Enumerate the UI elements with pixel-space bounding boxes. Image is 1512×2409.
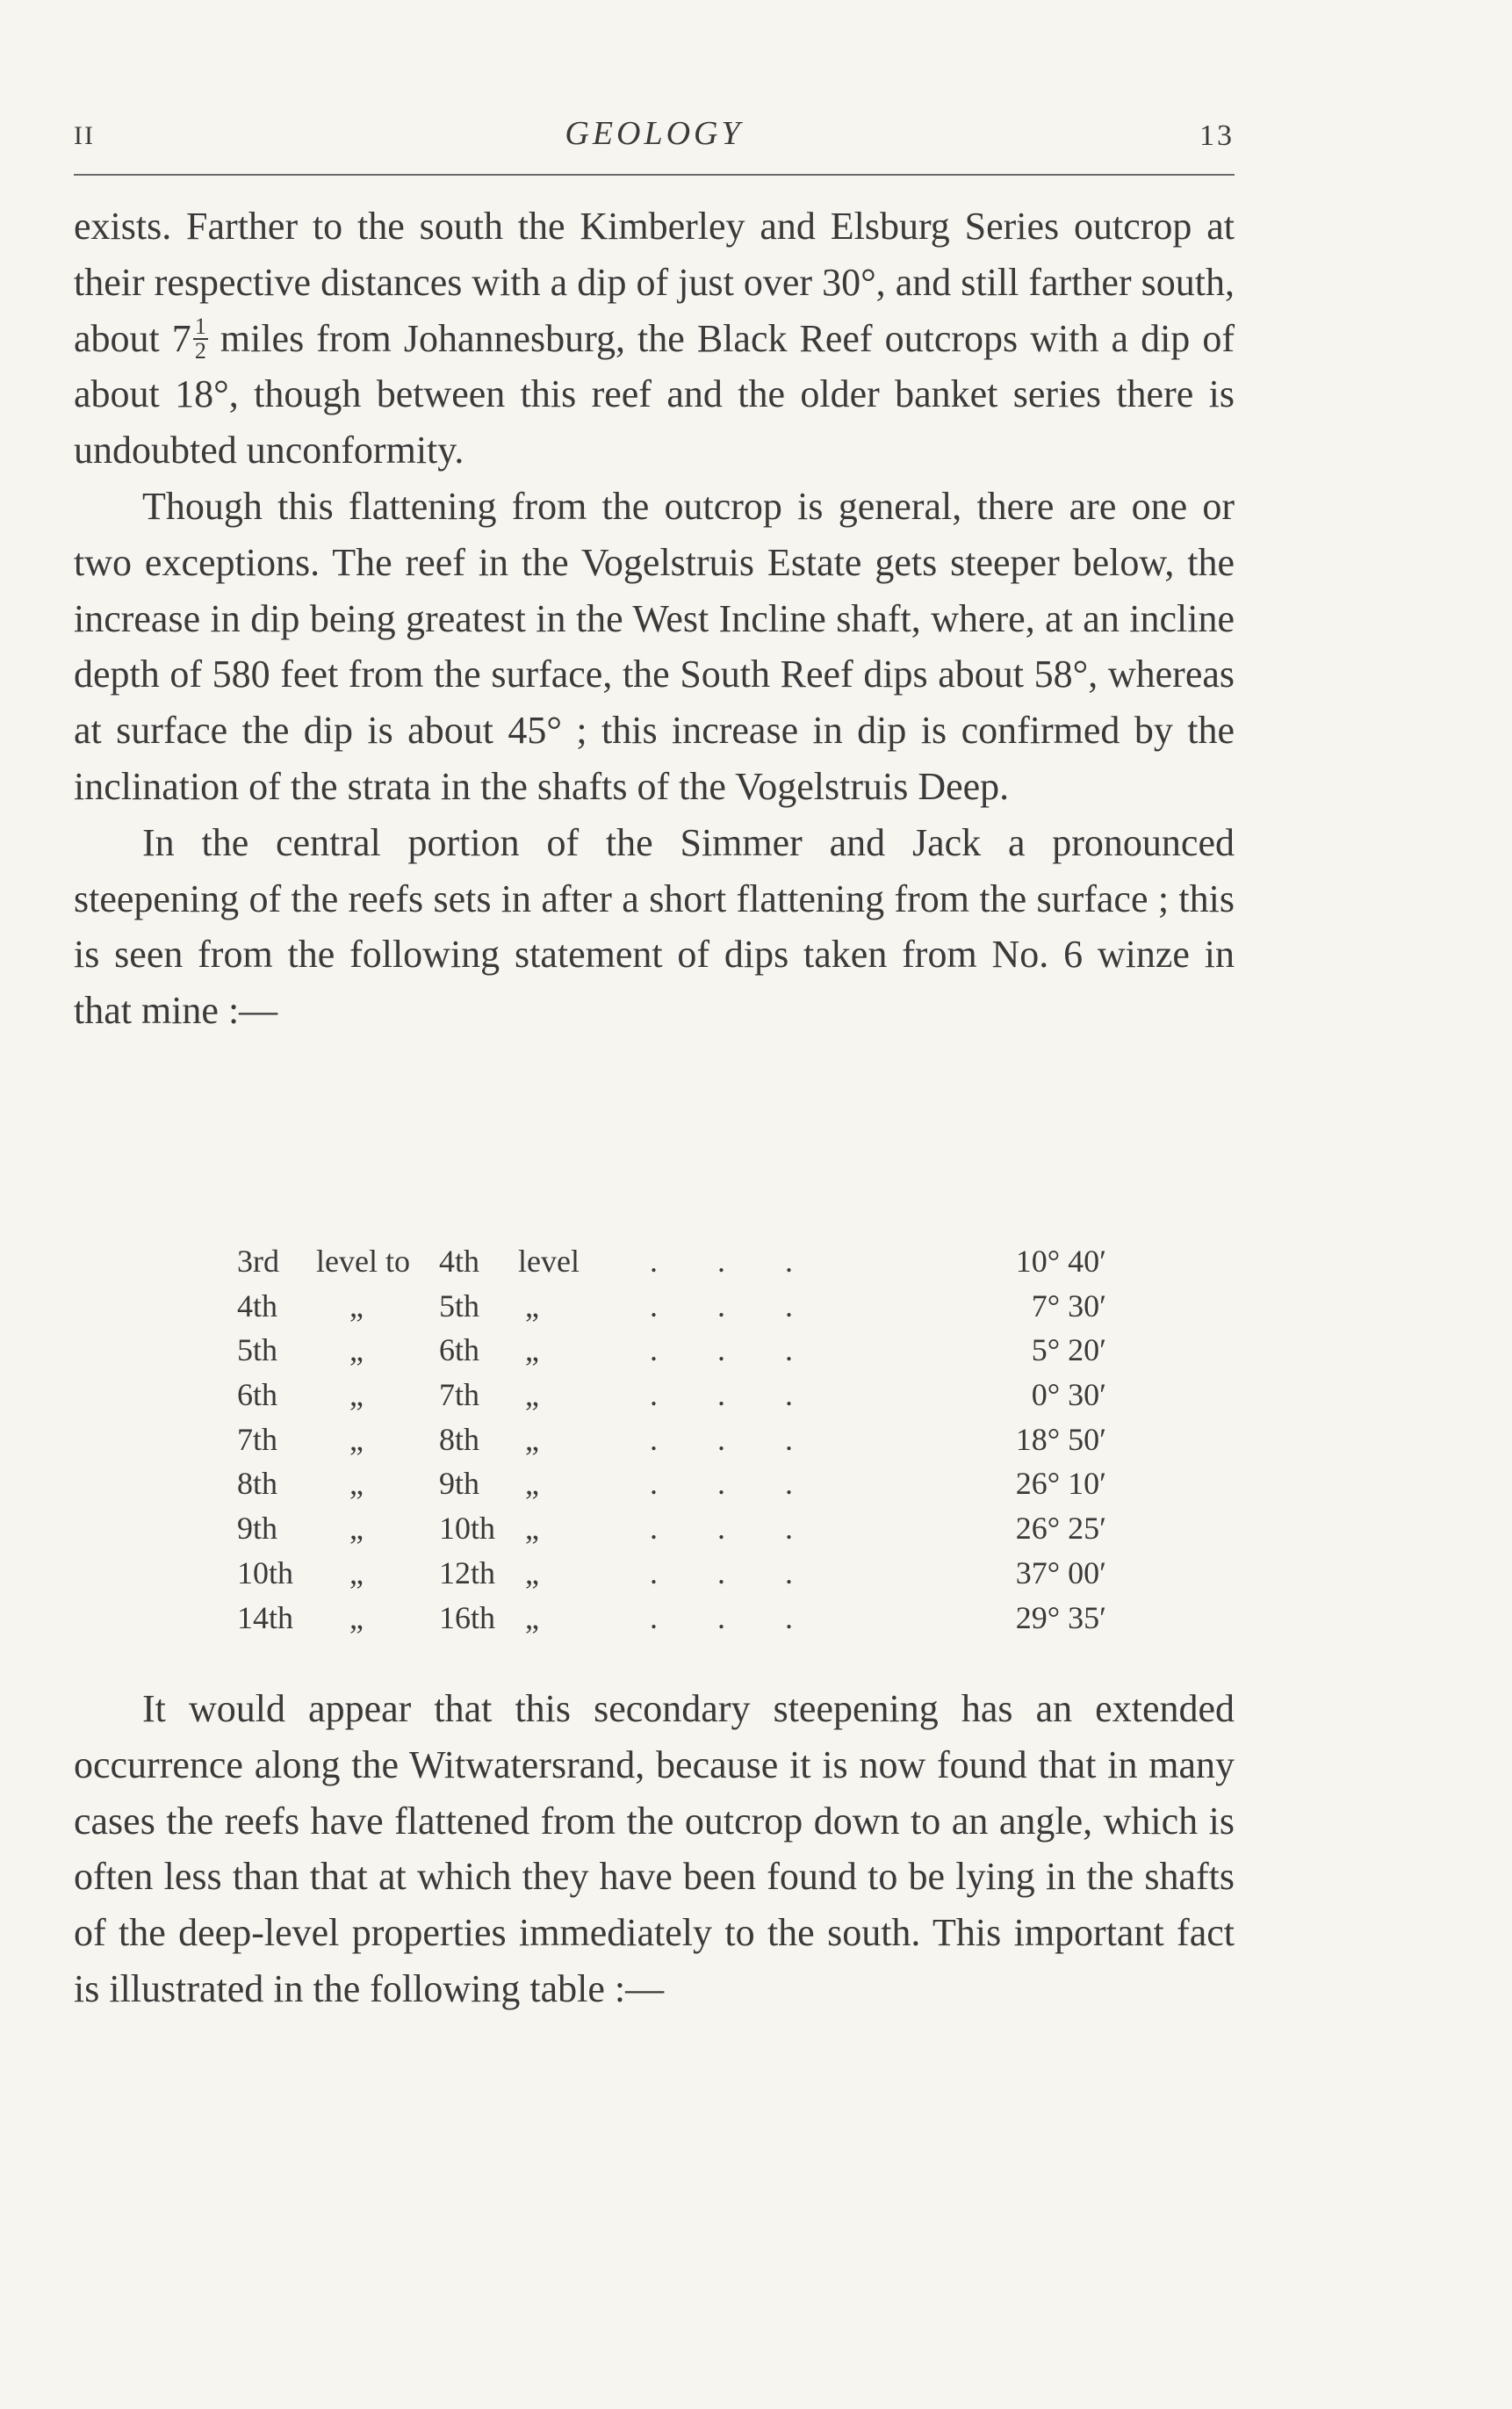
dip-row bbox=[237, 1465, 1133, 1510]
ditto-mark: „ bbox=[349, 1332, 364, 1368]
to-level: 16th bbox=[439, 1599, 496, 1635]
to-level: 5th bbox=[439, 1287, 480, 1324]
dip-row bbox=[237, 1287, 1133, 1332]
dot-leaders: ... bbox=[650, 1599, 853, 1635]
paragraph-1 bbox=[74, 198, 1235, 479]
body-text-bottom bbox=[74, 1681, 1235, 2017]
to-level: 8th bbox=[439, 1421, 480, 1457]
running-title: GEOLOGY bbox=[565, 115, 744, 152]
dip-value: 5° 20′ bbox=[1031, 1332, 1106, 1368]
paragraph-3: In the central portion of the Simmer and Jack a pronounced steepening of the reefs sets in after a short flattening from the surface ; this is seen from the following statement of dips taken from No. 6 winze in that mine :— bbox=[74, 820, 1235, 1033]
paragraph-2: Though this flattening from the outcrop is general, there are one or two exceptions. The reef in the Vogelstruis Estate gets steeper below, the increase in dip being greatest in the West Incline shaft, where, at an incline depth of 580 feet from the surface, the South Reef dips about 58°, whereas at surface the dip is about 45° ; this increase in dip is confirmed by the inclination of the strata in the shafts of the Vogelstruis Deep. bbox=[74, 484, 1235, 808]
from-level: 3rd bbox=[237, 1244, 279, 1279]
from-level: 6th bbox=[237, 1377, 278, 1413]
ditto-mark: „ bbox=[525, 1554, 539, 1590]
running-header bbox=[74, 112, 1235, 176]
paragraph-1-text-a: exists. Farther to the south the Kimberley and Elsburg Series outcrop at their respective distances with a dip of just over 30°, and still farther south, about 7 bbox=[74, 205, 1235, 360]
ditto-mark: „ bbox=[349, 1599, 364, 1635]
to-level: 12th bbox=[439, 1554, 496, 1590]
from-level: 5th bbox=[237, 1332, 278, 1368]
to-level: 7th bbox=[439, 1377, 480, 1413]
to-level: 9th bbox=[439, 1466, 480, 1502]
dip-row bbox=[237, 1554, 1133, 1599]
from-level: 14th bbox=[237, 1599, 294, 1635]
dip-value: 37° 00′ bbox=[1015, 1554, 1106, 1590]
ditto-mark: „ bbox=[525, 1377, 539, 1413]
dot-leaders: ... bbox=[650, 1466, 853, 1502]
dip-row bbox=[237, 1376, 1133, 1421]
ditto-mark: „ bbox=[349, 1287, 364, 1324]
dip-table bbox=[237, 1243, 1133, 1643]
body-text-top bbox=[74, 198, 1235, 1039]
level-to-label: level to bbox=[316, 1244, 410, 1279]
ditto-mark: „ bbox=[349, 1377, 364, 1413]
paragraph-1-text-b: miles from Johannesburg, the Black Reef outcrops with a dip of about 18°, though between this reef and the older banket series there is undoubted unconformity. bbox=[74, 316, 1235, 472]
dip-row bbox=[237, 1510, 1133, 1554]
to-level: 10th bbox=[439, 1511, 496, 1547]
dip-value: 7° 30′ bbox=[1031, 1287, 1106, 1324]
dot-leaders: ... bbox=[650, 1421, 853, 1457]
to-level: 4th bbox=[439, 1244, 480, 1279]
from-level: 7th bbox=[237, 1421, 278, 1457]
dot-leaders: ... bbox=[650, 1554, 853, 1590]
dip-row bbox=[237, 1243, 1133, 1287]
dot-leaders: ... bbox=[650, 1377, 853, 1413]
ditto-mark: „ bbox=[525, 1332, 539, 1368]
page-number: 13 bbox=[1199, 119, 1235, 152]
to-level: 6th bbox=[439, 1332, 480, 1368]
dip-row bbox=[237, 1331, 1133, 1376]
ditto-mark: „ bbox=[525, 1287, 539, 1324]
chapter-number: II bbox=[74, 121, 95, 150]
dot-leaders: ... bbox=[650, 1244, 853, 1279]
dot-leaders: ... bbox=[650, 1287, 853, 1324]
dot-leaders: ... bbox=[650, 1511, 853, 1547]
dip-value: 26° 25′ bbox=[1015, 1511, 1106, 1547]
dip-value: 26° 10′ bbox=[1015, 1466, 1106, 1502]
paragraph-4: It would appear that this secondary steepening has an extended occurrence along the Witwatersrand, because it is now found that in many cases the reefs have flattened from the outcrop down to an angle, which is often less than that at which they have been found to be lying in the shafts of the deep-level properties immediately to the south. This important fact is illustrated in the following table :— bbox=[74, 1687, 1235, 2010]
ditto-mark: „ bbox=[349, 1554, 364, 1590]
ditto-mark: „ bbox=[349, 1511, 364, 1547]
dip-row bbox=[237, 1421, 1133, 1466]
ditto-mark: „ bbox=[525, 1511, 539, 1547]
dip-row bbox=[237, 1599, 1133, 1644]
from-level: 8th bbox=[237, 1466, 278, 1502]
from-level: 4th bbox=[237, 1287, 278, 1324]
ditto-mark: „ bbox=[525, 1421, 539, 1457]
fraction-one-half: $\frac{1}{2}$ bbox=[194, 313, 206, 364]
level-label: level bbox=[518, 1244, 580, 1279]
dip-value: 0° 30′ bbox=[1031, 1377, 1106, 1413]
dip-value: 29° 35′ bbox=[1015, 1599, 1106, 1635]
ditto-mark: „ bbox=[349, 1466, 364, 1502]
from-level: 10th bbox=[237, 1554, 294, 1590]
dot-leaders: ... bbox=[650, 1332, 853, 1368]
from-level: 9th bbox=[237, 1511, 278, 1547]
ditto-mark: „ bbox=[525, 1466, 539, 1502]
dip-value: 18° 50′ bbox=[1015, 1421, 1106, 1457]
ditto-mark: „ bbox=[349, 1421, 364, 1457]
ditto-mark: „ bbox=[525, 1599, 539, 1635]
dip-value: 10° 40′ bbox=[1015, 1244, 1106, 1279]
